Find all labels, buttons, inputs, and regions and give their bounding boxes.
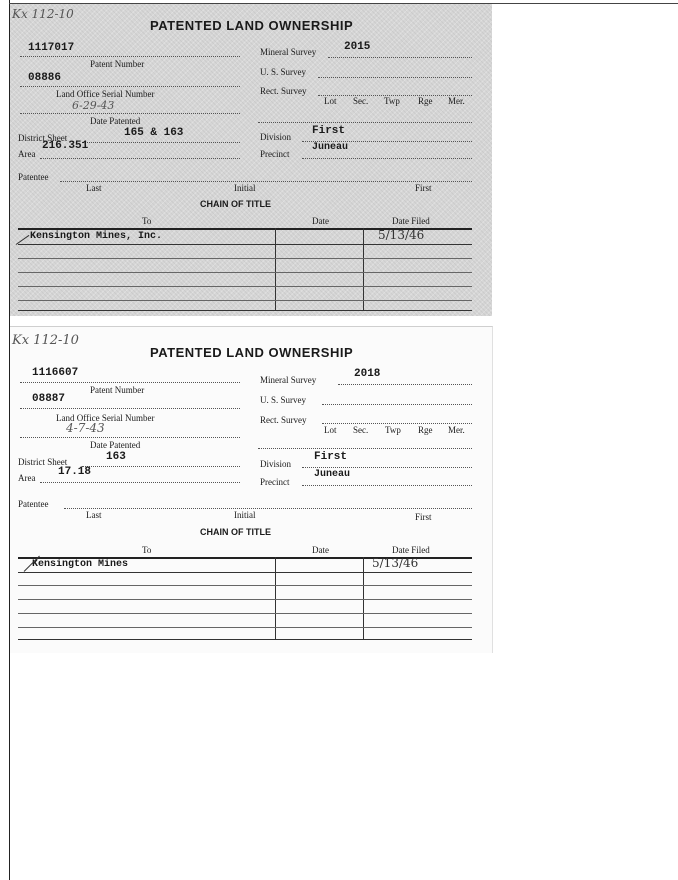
date-patented-line — [20, 437, 240, 438]
us-survey-label: U. S. Survey — [260, 67, 307, 77]
col-date-filed-header: Date Filed — [392, 216, 430, 226]
table-col-divider-2 — [363, 228, 364, 310]
division-label: Division — [260, 459, 292, 469]
area-value: 17.18 — [58, 466, 92, 478]
card-title: PATENTED LAND OWNERSHIP — [150, 18, 354, 33]
table-col-divider-1 — [275, 228, 276, 310]
rge-label: Rge — [418, 425, 433, 435]
lot-label: Lot — [324, 96, 337, 106]
area-value: 216.351 — [42, 140, 89, 152]
patent-number-label: Patent Number — [90, 59, 145, 69]
ownership-card-1 — [10, 4, 492, 316]
precinct-label: Precinct — [260, 149, 290, 159]
mer-label: Mer. — [448, 425, 465, 435]
mineral-survey-line — [328, 57, 472, 58]
rect-survey-extra-line — [258, 448, 472, 449]
district-sheet-line — [82, 142, 240, 143]
table-bottom-rule — [18, 310, 472, 311]
us-survey-line — [318, 77, 472, 78]
serial-number-line — [20, 86, 240, 87]
us-survey-label: U. S. Survey — [260, 395, 307, 405]
table-rule-4 — [18, 286, 472, 287]
table-rule-1 — [18, 244, 472, 245]
row-date-filed-value: 5/13/46 — [372, 556, 419, 570]
mineral-survey-line — [338, 384, 472, 385]
precinct-line — [302, 158, 472, 159]
us-survey-line — [322, 404, 472, 405]
patentee-line — [64, 508, 472, 509]
patent-number-line — [20, 56, 240, 57]
patentee-first-label: First — [415, 183, 432, 193]
table-rule-4 — [18, 613, 472, 614]
date-patented-label: Date Patented — [90, 116, 141, 126]
card-title: PATENTED LAND OWNERSHIP — [150, 345, 354, 360]
patentee-first-label: First — [415, 512, 432, 522]
area-line — [40, 158, 240, 159]
serial-number-label: Land Office Serial Number — [56, 89, 155, 99]
date-patented-line — [20, 113, 240, 114]
patentee-initial-label: Initial — [234, 183, 256, 193]
row-date-filed-value: 5/13/46 — [378, 228, 425, 242]
rect-survey-label: Rect. Survey — [260, 415, 307, 425]
lot-label: Lot — [324, 425, 337, 435]
division-value: First — [314, 451, 348, 463]
division-label: Division — [260, 132, 292, 142]
handwritten-reference: Kx 112-10 — [12, 333, 79, 348]
district-sheet-line — [82, 466, 240, 467]
precinct-label: Precinct — [260, 477, 290, 487]
col-date-header: Date — [312, 545, 329, 555]
chain-of-title-heading: CHAIN OF TITLE — [200, 199, 271, 209]
table-rule-5 — [18, 627, 472, 628]
patentee-label: Patentee — [18, 172, 49, 182]
ownership-card-2 — [10, 326, 493, 653]
mineral-survey-value: 2018 — [354, 368, 381, 380]
mineral-survey-label: Mineral Survey — [260, 47, 317, 57]
table-rule-3 — [18, 272, 472, 273]
table-rule-2 — [18, 258, 472, 259]
patent-number-value: 1117017 — [28, 42, 75, 54]
date-patented-label: Date Patented — [90, 440, 141, 450]
area-label: Area — [18, 149, 36, 159]
col-to-header: To — [142, 216, 152, 226]
district-sheet-label: District Sheet — [18, 457, 68, 467]
sec-label: Sec. — [353, 425, 369, 435]
rect-survey-extra-line — [258, 122, 472, 123]
date-patented-value: 6-29-43 — [72, 99, 115, 112]
district-sheet-value: 165 & 163 — [124, 127, 184, 139]
serial-number-value: 08887 — [32, 393, 66, 405]
patentee-initial-label: Initial — [234, 510, 256, 520]
patentee-label: Patentee — [18, 499, 49, 509]
col-date-filed-header: Date Filed — [392, 545, 430, 555]
serial-number-label: Land Office Serial Number — [56, 413, 155, 423]
table-rule-5 — [18, 300, 472, 301]
col-to-header: To — [142, 545, 152, 555]
date-patented-value: 4-7-43 — [66, 421, 105, 435]
patentee-line — [60, 181, 472, 182]
division-line — [302, 467, 472, 468]
serial-number-value: 08886 — [28, 72, 62, 84]
twp-label: Twp — [384, 96, 400, 106]
patentee-last-label: Last — [86, 510, 102, 520]
rect-survey-line — [322, 423, 472, 424]
district-sheet-value: 163 — [106, 451, 126, 463]
patentee-last-label: Last — [86, 183, 102, 193]
division-value: First — [312, 125, 346, 137]
table-bottom-rule — [18, 639, 472, 640]
handwritten-reference: Kx 112-10 — [12, 7, 74, 21]
area-label: Area — [18, 473, 36, 483]
mineral-survey-label: Mineral Survey — [260, 375, 317, 385]
chain-of-title-heading: CHAIN OF TITLE — [200, 527, 271, 537]
row-to-value: Kensington Mines, Inc. — [30, 231, 163, 242]
rge-label: Rge — [418, 96, 433, 106]
precinct-value: Juneau — [314, 469, 351, 480]
mer-label: Mer. — [448, 96, 465, 106]
patent-number-label: Patent Number — [90, 385, 145, 395]
twp-label: Twp — [385, 425, 401, 435]
table-rule-2 — [18, 585, 472, 586]
rect-survey-label: Rect. Survey — [260, 86, 307, 96]
patent-number-line — [20, 382, 240, 383]
area-line — [40, 482, 240, 483]
precinct-value: Juneau — [312, 142, 349, 153]
mineral-survey-value: 2015 — [344, 41, 371, 53]
serial-number-line — [20, 408, 240, 409]
district-sheet-label: District Sheet — [18, 133, 68, 143]
col-date-header: Date — [312, 216, 329, 226]
patent-number-value: 1116607 — [32, 367, 79, 379]
table-rule-3 — [18, 599, 472, 600]
row-to-value: Kensington Mines — [32, 559, 129, 570]
table-rule-1 — [18, 572, 472, 573]
sec-label: Sec. — [353, 96, 369, 106]
precinct-line — [302, 485, 472, 486]
